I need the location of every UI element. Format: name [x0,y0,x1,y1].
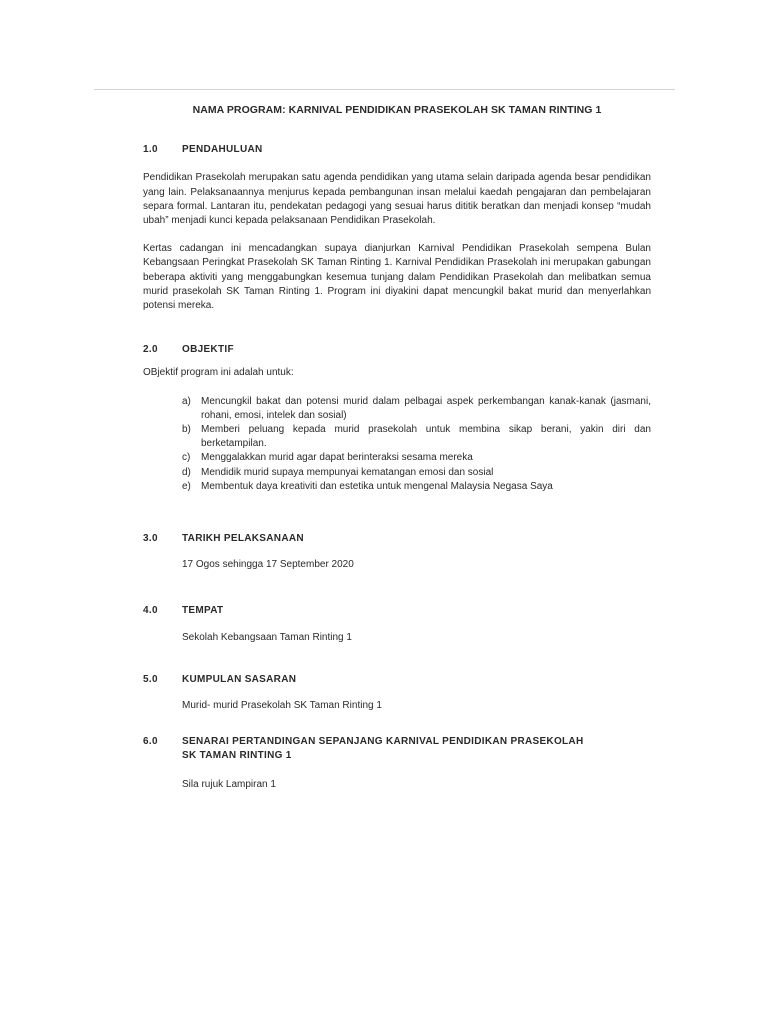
section-number: 5.0 [143,673,158,685]
section-senarai-pertandingan [143,735,651,792]
section-tarikh [143,532,651,572]
section-body: Murid- murid Prasekolah SK Taman Rinting 1 [182,700,382,712]
section-heading [143,604,651,618]
section-body: 17 Ogos sehingga 17 September 2020 [182,559,354,571]
list-item [182,451,651,465]
list-item [182,480,651,494]
list-item-text: Membentuk daya kreativiti dan estetika untuk mengenal Malaysia Negasa Saya [201,480,553,492]
section-pendahuluan [143,143,651,313]
section-heading [143,343,651,357]
list-item-text: Memberi peluang kepada murid prasekolah untuk membina sikap berani, yakin diri dan berketampilan. [201,424,651,450]
section-title: TEMPAT [182,605,224,617]
section-heading [143,735,651,763]
list-item [182,423,651,451]
list-marker: e) [182,480,191,492]
section-objektif [143,343,651,494]
document-page [143,100,651,792]
section-title-line: SENARAI PERTANDINGAN SEPANJANG KARNIVAL PENDIDIKAN PRASEKOLAH [182,736,584,748]
section-title [182,735,651,763]
paragraph: Kertas cadangan ini mencadangkan supaya dianjurkan Karnival Pendidikan Prasekolah sempena Bulan Kebangsaan Peringkat Prasekolah SK Taman Rinting 1. Karnival Pendidikan Prasekolah ini merupakan gabungan beberapa aktiviti yang menggabungkan kesemua tunjang dalam Pendidikan Prasekolah dan melibatkan semua murid prasekolah SK Taman Rinting 1. Program ini diyakini dapat mencungkil bakat murid dan menyerlahkan potensi mereka. [143,243,651,312]
list-marker: a) [182,395,191,407]
section-heading [143,532,651,546]
section-title: TARIKH PELAKSANAAN [182,533,304,545]
section-number: 2.0 [143,344,158,356]
top-divider [94,89,675,90]
paragraph: Pendidikan Prasekolah merupakan satu agenda pendidikan yang utama selain daripada agenda besar pendidikan yang lain. Pelaksanaannya menjurus kepada pembangunan insan melalui kaedah pengajaran dan pembelajaran separa formal. Lantaran itu, pendekatan pedagogi yang sesuai harus dititik beratkan dan menjadi konsep “mudah ubah” menjadi kunci kepada pelaksanaan Pendidikan Prasekolah. [143,172,651,227]
list-item [182,395,651,423]
list-item-text: Menggalakkan murid agar dapat berinteraksi sesama mereka [201,452,473,464]
section-title: OBJEKTIF [182,344,234,356]
section-number: 3.0 [143,533,158,545]
objective-intro: OBjektif program ini adalah untuk: [143,367,294,379]
list-item [182,466,651,480]
list-marker: c) [182,452,191,464]
objective-list [143,395,651,494]
section-title: PENDAHULUAN [182,144,263,156]
section-body: Sila rujuk Lampiran 1 [182,778,276,790]
section-title: KUMPULAN SASARAN [182,673,297,685]
list-item-text: Mendidik murid supaya mempunyai kematangan emosi dan sosial [201,466,494,478]
section-heading [143,673,651,687]
section-number: 1.0 [143,144,158,156]
list-item-text: Mencungkil bakat dan potensi murid dalam pelbagai aspek perkembangan kanak-kanak (jasmani, rohani, emosi, intelek dan sosial) [201,395,651,421]
section-body: Sekolah Kebangsaan Taman Rinting 1 [182,631,352,643]
section-tempat [143,604,651,644]
list-marker: d) [182,466,191,478]
section-number: 4.0 [143,605,158,617]
document-title: NAMA PROGRAM: KARNIVAL PENDIDIKAN PRASEKOLAH SK TAMAN RINTING 1 [192,104,602,116]
list-marker: b) [182,424,191,436]
section-number: 6.0 [143,736,158,748]
section-heading [143,143,651,157]
section-title-line: SK TAMAN RINTING 1 [182,750,292,762]
section-kumpulan-sasaran [143,673,651,713]
